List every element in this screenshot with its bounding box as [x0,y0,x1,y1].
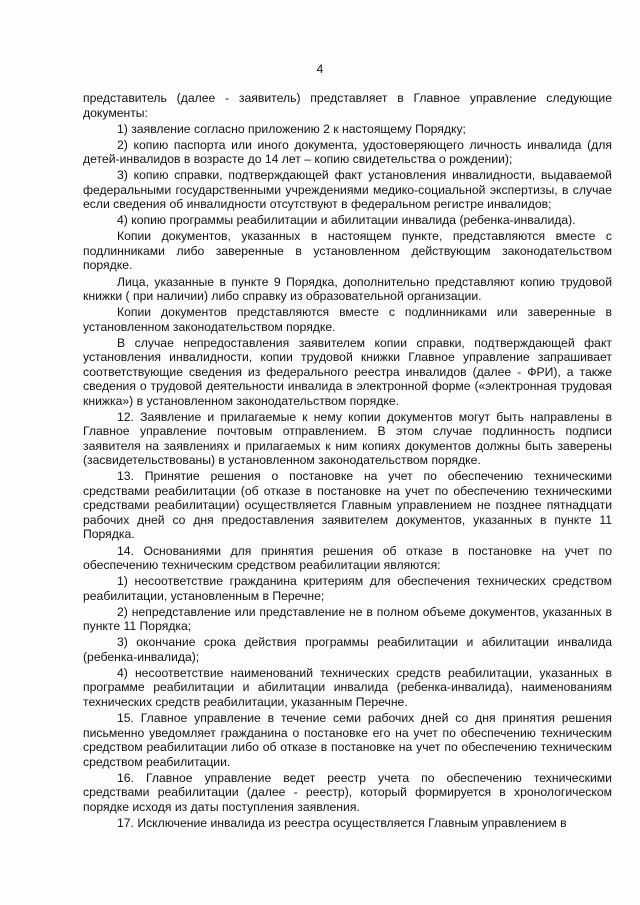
paragraph: Копии документов представляются вместе с подлинниками или заверенные в установленном законодательством порядке. [83,305,612,334]
paragraph: 3) окончание срока действия программы реабилитации и абилитации инвалида (ребенка-инвалида); [83,635,612,664]
paragraph: 3) копию справки, подтверждающей факт установления инвалидности, выдаваемой федеральными государственными учреждениями медико-социальной экспертизы, в случае если сведения об инвалидности отсутствуют в федеральном регистре инвалидов; [83,168,612,212]
paragraph: В случае непредоставления заявителем копии справки, подтверждающей факт установления инвалидности, копии трудовой книжки Главное управление запрашивает соответствующие сведения из федерального реестра инвалидов (далее - ФРИ), а также сведения о трудовой деятельности инвалида в электронной форме («электронная трудовая книжка») в установленном законодательством порядке. [83,335,612,408]
paragraph: 12. Заявление и прилагаемые к нему копии документов могут быть направлены в Главное управление почтовым отправлением. В этом случае подлинность подписи заявителя на заявлениях и прилагаемых к ним копиях документов должны быть заверены (засвидетельствованы) в установленном законодательством порядке. [83,409,612,468]
paragraph: 14. Основаниями для принятия решения об отказе в постановке на учет по обеспечению техническим средством реабилитации являются: [83,543,612,573]
paragraph: 2) копию паспорта или иного документа, удостоверяющего личность инвалида (для детей-инвалидов в возрасте до 14 лет – копию свидетельства о рождении); [83,137,612,167]
paragraph: представитель (далее - заявитель) представляет в Главное управление следующие документы: [83,91,612,120]
paragraph: 4) несоответствие наименований технических средств реабилитации, указанных в программе реабилитации и абилитации инвалида (ребенка-инвалида), наименованиям технических средств реабилитации, указанным Перечне. [83,665,612,709]
page-number: 4 [316,62,324,76]
paragraph: 2) непредставление или представление не в полном объеме документов, указанных в пункте 11 Порядка; [83,604,612,634]
paragraph: 13. Принятие решения о постановке на учет по обеспечению техническими средствами реабилитации (об отказе в постановке на учет по обеспечению техническими средствами реабилитации) осуществляется Главным управлением не позднее пятнадцати рабочих дней со дня предоставления заявителем документов, указанных в пункте 11 Порядка. [83,469,612,542]
paragraph: 1) несоответствие гражданина критериям для обеспечения технических средством реабилитации, установленным в Перечне; [83,574,612,603]
paragraph: 1) заявление согласно приложению 2 к настоящему Порядку; [117,121,466,136]
paragraph: 4) копию программы реабилитации и абилитации инвалида (ребенка-инвалида). [117,213,576,228]
paragraph: 16. Главное управление ведет реестр учета по обеспечению техническими средствами реабилитации (далее - реестр), который формируется в хронологическом порядке исходя из даты поступления заявления. [83,770,612,814]
paragraph: Лица, указанные в пункте 9 Порядка, дополнительно представляют копию трудовой книжки ( при наличии) либо справку из образовательной организации. [83,274,612,304]
paragraph: 15. Главное управление в течение семи рабочих дней со дня принятия решения письменно уведомляет гражданина о постановке его на учет по обеспечению техническим средством реабилитации либо об отказе в постановке на учет по обеспечению техническим средством реабилитации. [83,711,612,769]
paragraph: 17. Исключение инвалида из реестра осуществляется Главным управлением в [117,815,567,830]
paragraph: Копии документов, указанных в настоящем пункте, представляются вместе с подлинниками либо заверенные в установленном действующим законодательством порядке. [83,229,612,273]
document-body [83,91,612,832]
